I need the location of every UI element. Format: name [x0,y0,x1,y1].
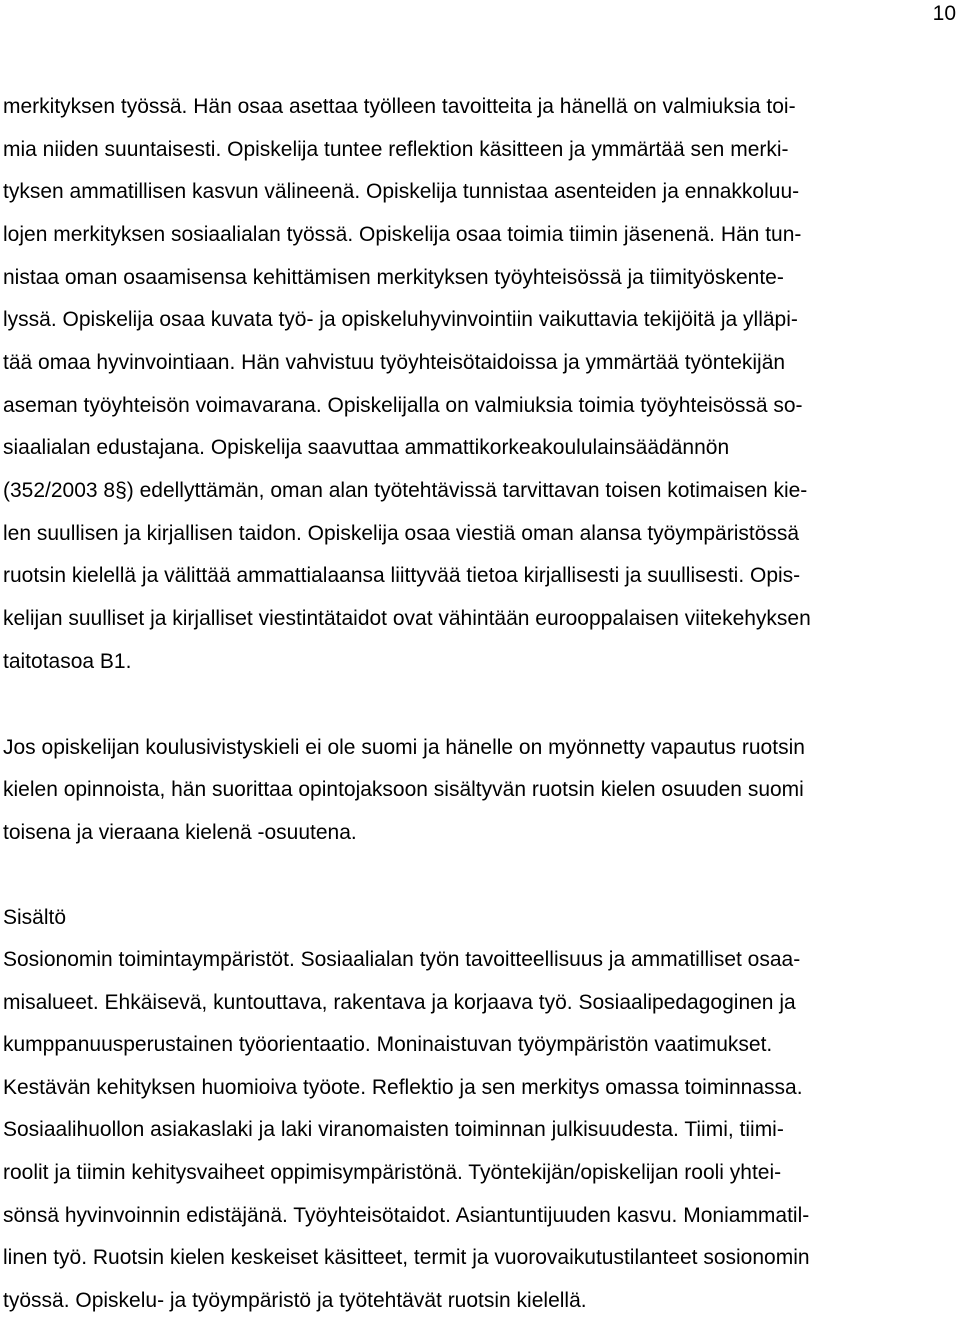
paragraph-line: aseman työyhteisön voimavarana. Opiskelijalla on valmiuksia toimia työyhteisössä so- [3,393,803,417]
paragraph-line: merkityksen työssä. Hän osaa asettaa työlleen tavoitteita ja hänellä on valmiuksia toi- [3,95,796,118]
paragraph-learning-outcomes [3,86,957,683]
paragraph-line: Kestävän kehityksen huomioiva työote. Reflektio ja sen merkitys omassa toiminnassa. [3,1075,803,1099]
paragraph-line: len suullisen ja kirjallisen taidon. Opiskelija osaa viestiä oman alansa työympäristössä [3,521,800,545]
paragraph-language-exemption [3,727,957,854]
paragraph-contents [3,939,957,1322]
paragraph-line: toisena ja vieraana kielenä -osuutena. [3,820,357,844]
paragraph-line: ruotsin kielellä ja välittää ammattialaansa liittyvää tietoa kirjallisesti ja suullisesti. Opis- [3,564,801,588]
paragraph-line: tyksen ammatillisen kasvun välineenä. Opiskelija tunnistaa asenteiden ja ennakkoluu- [3,180,800,204]
paragraph-line: kumppanuusperustainen työorientaatio. Moninaistuvan työympäristön vaatimukset. [3,1033,773,1057]
paragraph-line: misalueet. Ehkäisevä, kuntouttava, rakentava ja korjaava työ. Sosiaalipedagoginen ja [3,990,796,1014]
paragraph-line: kielen opinnoista, hän suorittaa opintojaksoon sisältyvän ruotsin kielen osuuden suomi [3,778,804,802]
paragraph-line: linen työ. Ruotsin kielen keskeiset käsitteet, termit ja vuorovaikutustilanteet sosionomin [3,1246,810,1270]
paragraph-line: siaalialan edustajana. Opiskelija saavuttaa ammattikorkeakoululainsäädännön [3,436,730,460]
page-number: 10 [932,2,956,25]
section-heading: Sisältö [3,906,67,929]
paragraph-line: työssä. Opiskelu- ja työympäristö ja työtehtävät ruotsin kielellä. [3,1288,587,1312]
paragraph-line: taitotasoa B1. [3,649,132,673]
paragraph-line: mia niiden suuntaisesti. Opiskelija tuntee reflektion käsitteen ja ymmärtää sen merki- [3,137,789,161]
paragraph-line: kelijan suulliset ja kirjalliset viestintätaidot ovat vähintään eurooppalaisen viitekehyksen [3,606,811,630]
paragraph-line: nistaa oman osaamisensa kehittämisen merkityksen työyhteisössä ja tiimityöskente- [3,265,784,289]
paragraph-line: lojen merkityksen sosiaalialan työssä. Opiskelija osaa toimia tiimin jäsenenä. Hän tun- [3,222,802,246]
paragraph-line: lyssä. Opiskelija osaa kuvata työ- ja opiskeluhyvinvointiin vaikuttavia tekijöitä ja ylläpi- [3,308,798,332]
paragraph-line: tää omaa hyvinvointiaan. Hän vahvistuu työyhteisötaidoissa ja ymmärtää työntekijän [3,350,786,374]
paragraph-line: sönsä hyvinvoinnin edistäjänä. Työyhteisötaidot. Asiantuntijuuden kasvu. Moniammatil- [3,1203,810,1227]
paragraph-line: (352/2003 8§) edellyttämän, oman alan työtehtävissä tarvittavan toisen kotimaisen kie- [3,478,808,502]
paragraph-line: Sosiaalihuollon asiakaslaki ja laki viranomaisten toiminnan julkisuudesta. Tiimi, tiimi- [3,1118,784,1142]
paragraph-line: Jos opiskelijan koulusivistyskieli ei ole suomi ja hänelle on myönnetty vapautus ruotsin [3,736,805,759]
paragraph-line: Sosionomin toimintaympäristöt. Sosiaalialan työn tavoitteellisuus ja ammatilliset osaa- [3,948,801,971]
paragraph-line: roolit ja tiimin kehitysvaiheet oppimisympäristönä. Työntekijän/opiskelijan rooli yhtei- [3,1160,782,1184]
